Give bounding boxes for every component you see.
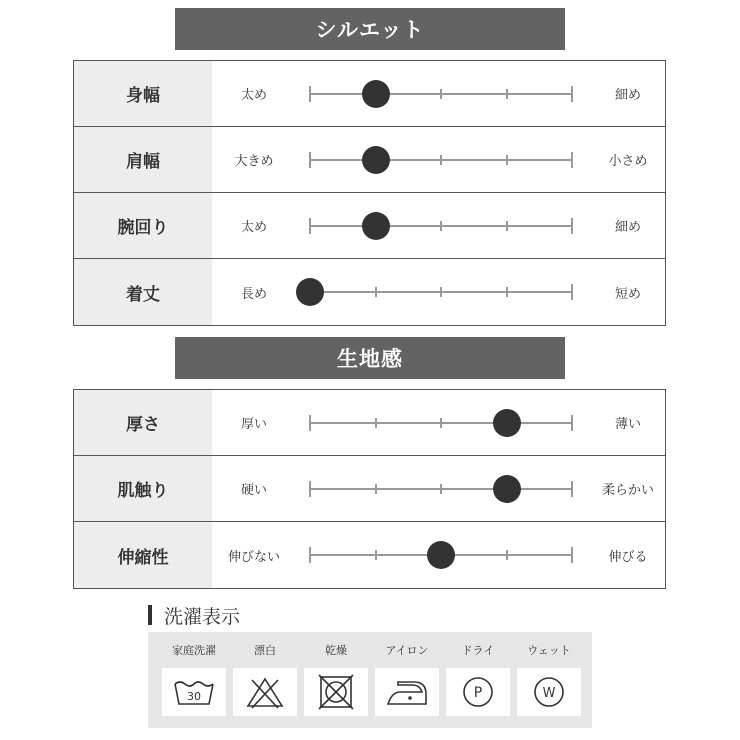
scale-right-label: 細め [614,220,641,235]
scale-tick [309,481,311,497]
row-label: 肩幅 [74,127,212,192]
rating-scale [310,61,572,126]
silhouette-row [74,127,665,193]
scale-tick [506,550,508,560]
scale-tick [506,287,508,297]
scale-tick [309,86,311,102]
scale-tick [571,218,573,234]
scale-tick [375,484,377,494]
scale-tick [571,86,573,102]
care-item [375,632,439,716]
scale-left-label: 長め [240,286,267,302]
row-label: 厚さ [74,390,212,455]
scale-left-label: 太め [240,220,267,235]
scale-right-label: 伸びる [608,549,648,565]
texture-table [73,389,666,589]
scale-marker [296,278,324,306]
scale-tick [440,155,442,165]
wash-30-icon [162,668,226,716]
care-item [162,632,226,716]
care-label: 家庭洗濯 [172,644,216,657]
texture-row [74,390,665,456]
care-item [233,632,297,716]
scale-left-label: 大きめ [234,154,274,169]
care-labels-panel [148,632,592,728]
scale-tick [375,287,377,297]
scale-tick [571,547,573,563]
scale-left-label: 厚い [240,417,267,432]
row-label: 身幅 [74,61,212,126]
row-label: 伸縮性 [74,522,212,588]
scale-marker [493,475,521,503]
scale-left-label: 伸びない [227,549,280,565]
scale-tick [506,89,508,99]
care-item [304,632,368,716]
silhouette-title: シルエット [315,18,425,42]
row-label: 着丈 [74,259,212,325]
scale-left-label: 太め [240,88,267,103]
silhouette-row [74,193,665,259]
care-label: 乾燥 [325,644,347,657]
silhouette-row [74,259,665,325]
scale-tick [506,221,508,231]
scale-marker [362,212,390,240]
care-label: アイロン [385,644,429,657]
scale-tick [571,415,573,431]
scale-tick [309,152,311,168]
scale-marker [362,80,390,108]
scale-tick [375,550,377,560]
rating-scale [310,259,572,325]
silhouette-table [73,60,666,326]
scale-marker [493,409,521,437]
scale-tick [571,284,573,300]
scale-tick [440,221,442,231]
care-item [446,632,510,716]
no-bleach-icon [233,668,297,716]
silhouette-header [175,8,565,50]
rating-scale [310,522,572,588]
care-label: ドライ [461,644,495,657]
scale-left-label: 硬い [240,483,267,498]
wet-clean-w-icon [517,668,581,716]
svg-text:30: 30 [187,690,201,703]
care-label: 漂白 [254,644,276,657]
scale-tick [309,218,311,234]
scale-tick [440,418,442,428]
scale-right-label: 短め [614,286,641,302]
rating-scale [310,456,572,521]
iron-low-icon [375,668,439,716]
scale-right-label: 細め [614,88,641,103]
care-title-text: 洗濯表示 [164,605,241,628]
scale-tick [440,287,442,297]
scale-right-label: 柔らかい [601,483,654,498]
texture-row [74,456,665,522]
scale-tick [440,89,442,99]
scale-tick [309,415,311,431]
care-label: ウェット [527,644,571,657]
row-label: 肌触り [74,456,212,521]
scale-marker [362,146,390,174]
texture-title: 生地感 [337,347,403,371]
scale-tick [571,481,573,497]
row-label: 腕回り [74,193,212,258]
scale-tick [506,155,508,165]
rating-scale [310,127,572,192]
scale-right-label: 小さめ [608,154,648,169]
title-bar [148,605,152,625]
scale-right-label: 薄い [614,417,641,432]
silhouette-row [74,61,665,127]
care-item [517,632,581,716]
scale-tick [571,152,573,168]
no-tumble-dry-icon [304,668,368,716]
rating-scale [310,390,572,455]
rating-scale [310,193,572,258]
scale-marker [427,541,455,569]
scale-tick [375,418,377,428]
texture-header [175,337,565,379]
scale-tick [309,547,311,563]
care-section-title [148,602,240,628]
dry-clean-p-icon [446,668,510,716]
svg-text:W: W [542,686,556,701]
texture-row [74,522,665,588]
scale-tick [440,484,442,494]
svg-text:P: P [473,685,483,701]
